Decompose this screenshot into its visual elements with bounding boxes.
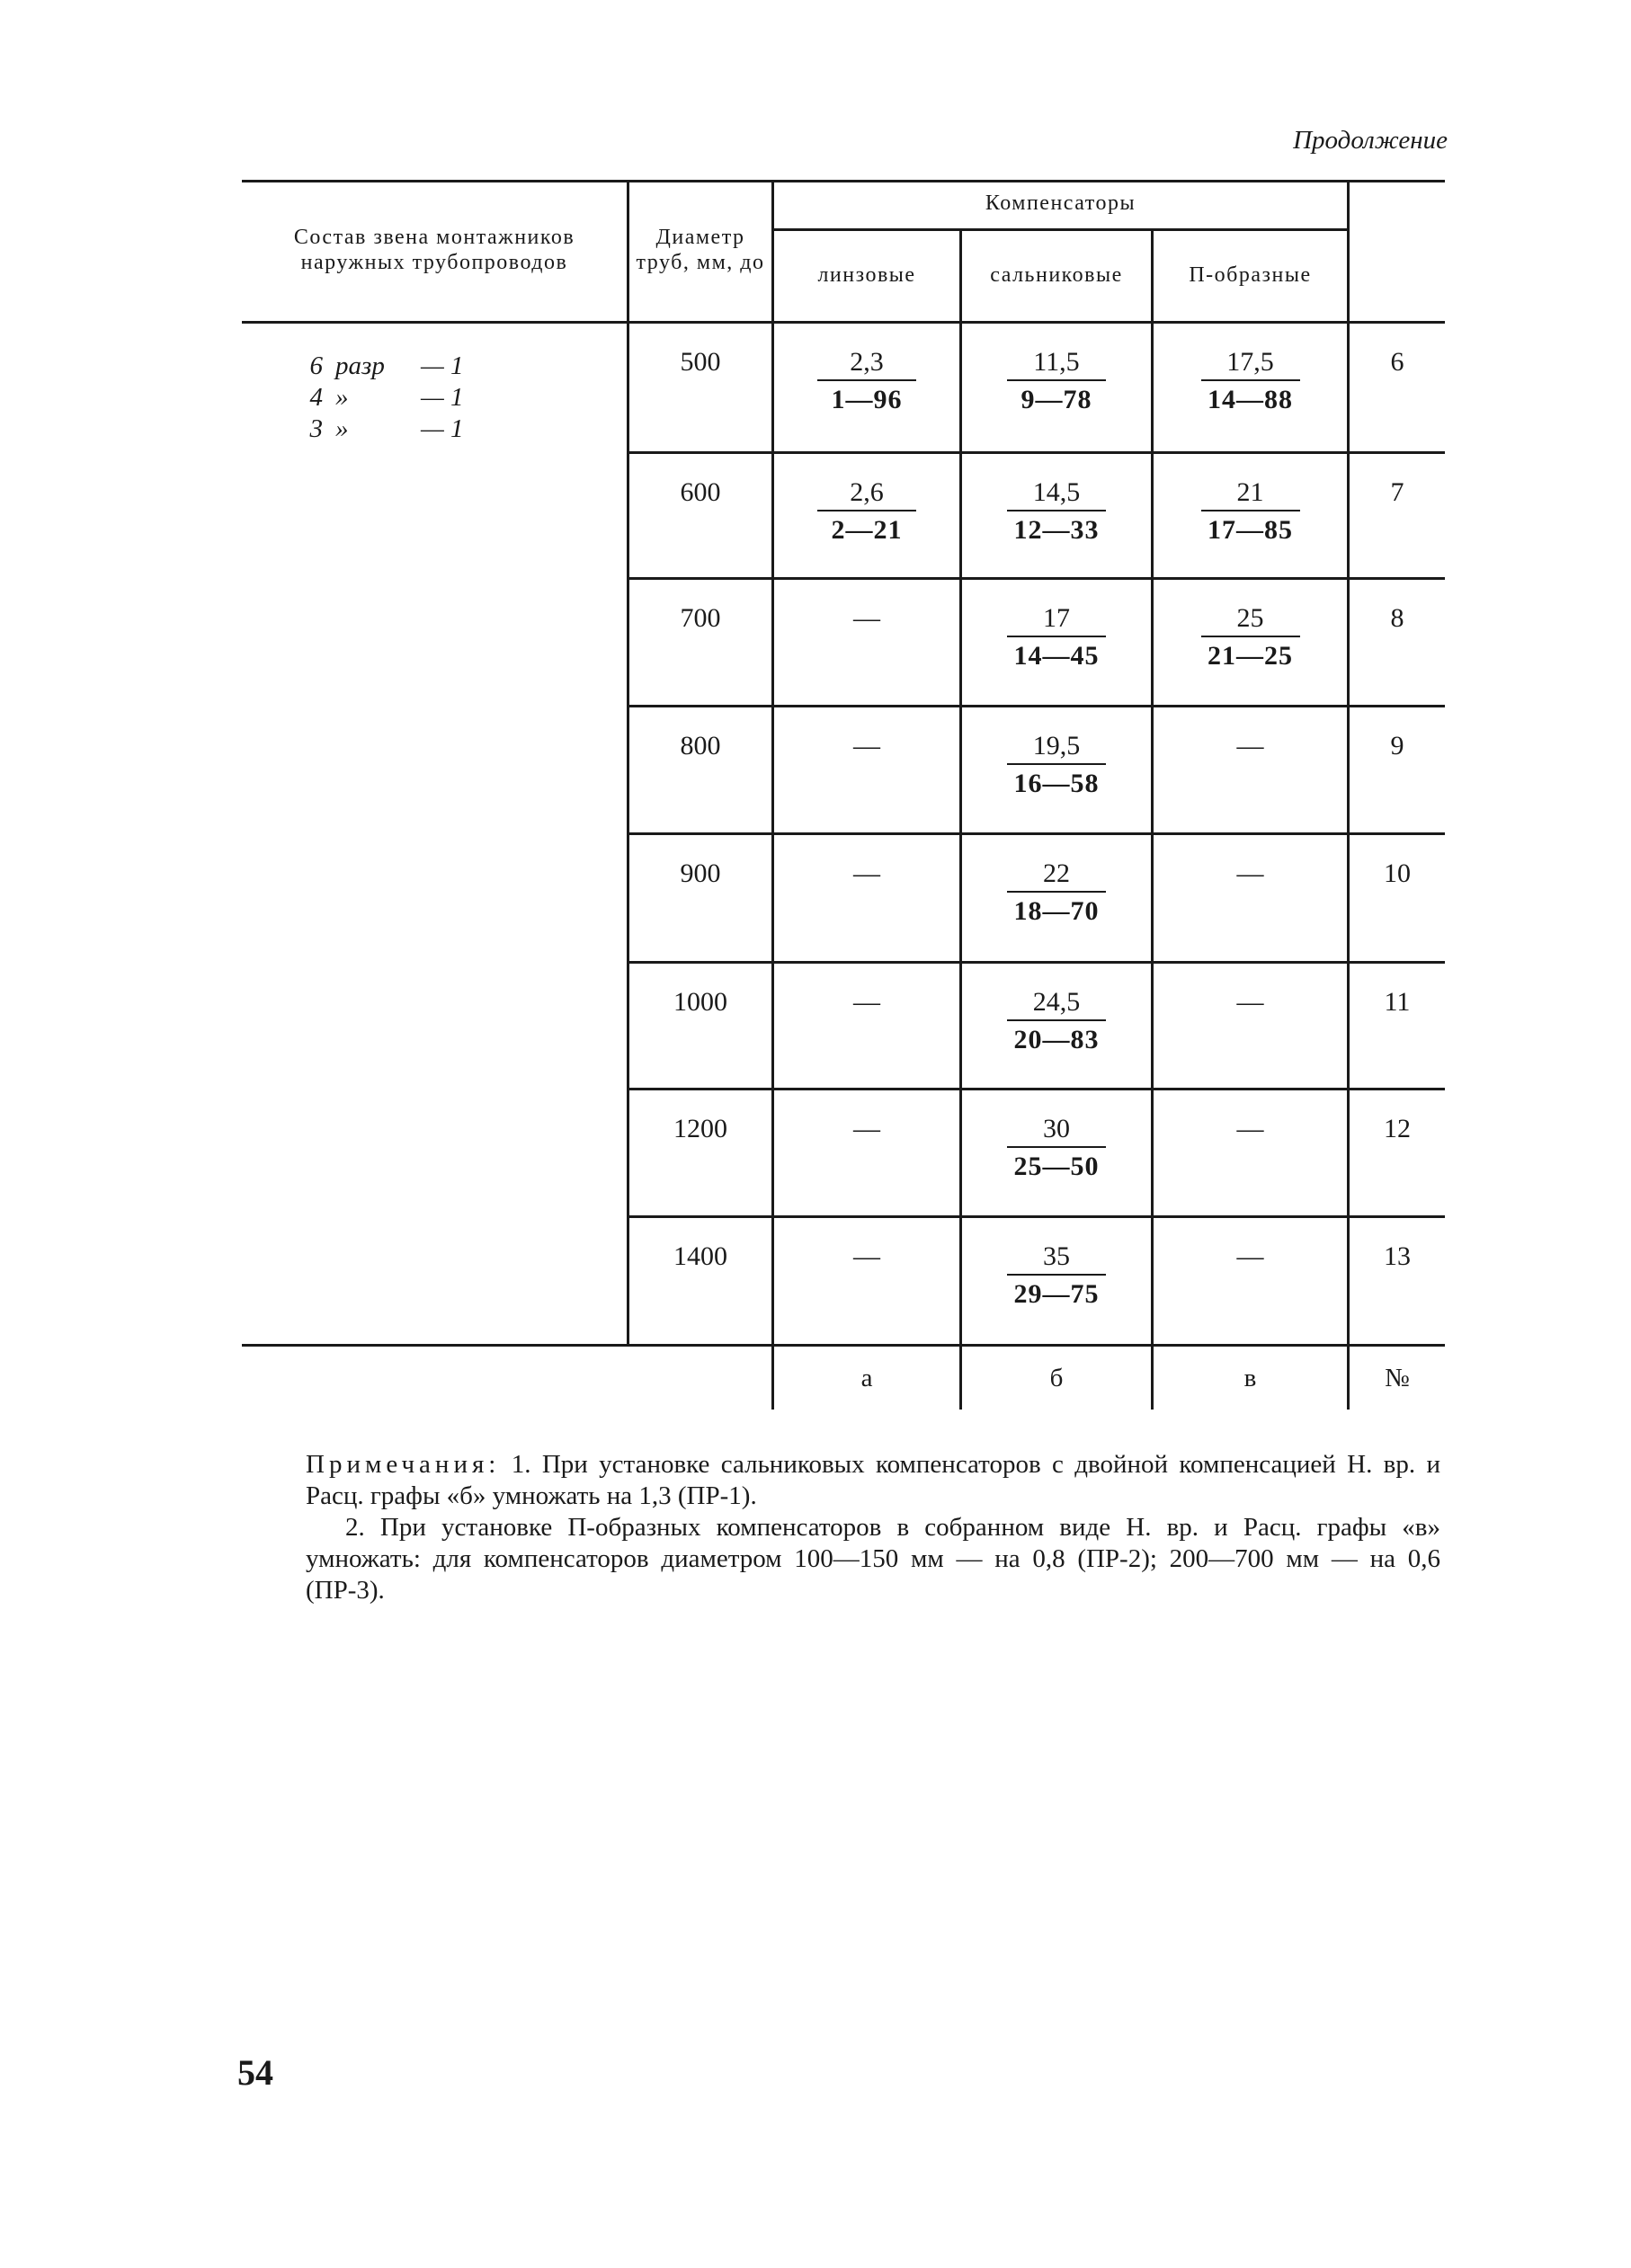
note-2: 2. При установке П-образных компенсаторов в собранном виде Н. вр. и Расц. графы «в» умножать: для компенсаторов диаметром 100—150 мм — на 0,8 (ПР-2); 200—700 мм — на 0,6 (ПР-3). xyxy=(306,1513,1440,1605)
price-rate: 18—70 xyxy=(1013,896,1100,926)
crew-label: разр xyxy=(335,351,385,380)
price-rate: 25—50 xyxy=(1013,1152,1100,1181)
lens-cell xyxy=(774,835,959,957)
lens-cell xyxy=(774,1090,959,1213)
gland-cell xyxy=(962,454,1151,576)
crew-line xyxy=(296,351,494,382)
row-number-cell xyxy=(1350,454,1445,576)
empty-dash: — xyxy=(853,731,880,760)
footer-col-v: в xyxy=(1243,1363,1257,1392)
rate-fraction xyxy=(1007,1241,1106,1310)
rate-fraction xyxy=(1007,731,1106,799)
time-norm: 35 xyxy=(1007,1241,1106,1276)
header-lens: линзовые xyxy=(817,263,916,288)
page-number: 54 xyxy=(237,2052,273,2093)
u-shaped-cell xyxy=(1154,454,1347,576)
row-number-cell xyxy=(1350,1218,1445,1340)
diameter-value: 800 xyxy=(680,731,721,760)
empty-dash: — xyxy=(1236,1241,1264,1271)
header-gland: сальниковые xyxy=(990,263,1123,288)
row-number-cell xyxy=(1350,1090,1445,1213)
price-rate: 12—33 xyxy=(1013,515,1100,545)
continuation-label: Продолжение xyxy=(1293,126,1448,155)
gland-cell xyxy=(962,1218,1151,1340)
footer-col-a: а xyxy=(860,1363,873,1392)
crew-grade: 6 xyxy=(309,351,323,380)
row-number: 6 xyxy=(1390,347,1404,377)
price-rate: 9—78 xyxy=(1020,385,1092,414)
diameter-value: 500 xyxy=(680,347,721,377)
rate-fraction xyxy=(1007,858,1106,927)
crew-count: — 1 xyxy=(421,351,464,380)
u-shaped-cell xyxy=(1154,1218,1347,1340)
diameter-cell xyxy=(629,580,771,702)
u-shaped-cell xyxy=(1154,324,1347,446)
lens-cell xyxy=(774,324,959,446)
row-number-cell xyxy=(1350,964,1445,1086)
u-shaped-cell xyxy=(1154,580,1347,702)
diameter-value: 1400 xyxy=(673,1241,727,1271)
header-crew: Состав звена монтажников наружных трубопроводов xyxy=(293,225,575,274)
diameter-cell xyxy=(629,1090,771,1213)
time-norm: 19,5 xyxy=(1007,731,1106,765)
price-rate: 14—88 xyxy=(1208,385,1293,414)
price-rate: 29—75 xyxy=(1013,1279,1100,1309)
empty-dash: — xyxy=(1236,987,1264,1017)
lens-cell xyxy=(774,707,959,830)
row-number: 12 xyxy=(1384,1114,1411,1143)
row-number-cell xyxy=(1350,707,1445,830)
time-norm: 11,5 xyxy=(1007,347,1106,381)
diameter-cell xyxy=(629,454,771,576)
crew-count: — 1 xyxy=(421,383,464,412)
notes-heading: Примечания: xyxy=(306,1450,501,1479)
row-number: 11 xyxy=(1384,987,1411,1017)
norms-table xyxy=(242,180,1445,1410)
row-number: 8 xyxy=(1390,603,1404,633)
diameter-cell xyxy=(629,1218,771,1340)
time-norm: 2,6 xyxy=(817,477,916,511)
empty-dash: — xyxy=(853,858,880,888)
u-shaped-cell xyxy=(1154,835,1347,957)
empty-dash: — xyxy=(853,603,880,633)
crew-line xyxy=(296,414,494,445)
lens-cell xyxy=(774,1218,959,1340)
time-norm: 14,5 xyxy=(1007,477,1106,511)
time-norm: 24,5 xyxy=(1007,987,1106,1021)
lens-cell xyxy=(774,580,959,702)
crew-grade: 4 xyxy=(309,383,323,412)
gland-cell xyxy=(962,580,1151,702)
crew-label: » xyxy=(335,414,349,443)
price-rate: 2—21 xyxy=(831,515,903,545)
rate-fraction xyxy=(1007,477,1106,546)
price-rate: 21—25 xyxy=(1208,641,1293,671)
diameter-cell xyxy=(629,964,771,1086)
rate-fraction xyxy=(1201,477,1300,546)
time-norm: 25 xyxy=(1201,603,1300,637)
rate-fraction xyxy=(1007,987,1106,1055)
diameter-value: 900 xyxy=(680,858,721,888)
empty-dash: — xyxy=(853,1114,880,1143)
price-rate: 1—96 xyxy=(831,385,903,414)
empty-dash: — xyxy=(853,1241,880,1271)
diameter-value: 1200 xyxy=(673,1114,727,1143)
crew-count: — 1 xyxy=(421,414,464,443)
diameter-value: 700 xyxy=(680,603,721,633)
rate-fraction xyxy=(1201,347,1300,415)
time-norm: 21 xyxy=(1201,477,1300,511)
diameter-value: 1000 xyxy=(673,987,727,1017)
footer-col-number: № xyxy=(1385,1363,1410,1392)
time-norm: 22 xyxy=(1007,858,1106,893)
empty-dash: — xyxy=(1236,858,1264,888)
note-1-text: 1. При установке сальниковых компенсаторов с двойной компенсацией Н. вр. и Расц. графы «б» умножать на 1,3 (ПР-1). xyxy=(306,1450,1441,1510)
empty-dash: — xyxy=(1236,731,1264,760)
u-shaped-cell xyxy=(1154,964,1347,1086)
u-shaped-cell xyxy=(1154,707,1347,830)
gland-cell xyxy=(962,835,1151,957)
rate-fraction xyxy=(1007,347,1106,415)
footer-col-b: б xyxy=(1049,1363,1064,1392)
diameter-cell xyxy=(629,324,771,446)
row-number-cell xyxy=(1350,324,1445,446)
price-rate: 17—85 xyxy=(1208,515,1293,545)
rate-fraction xyxy=(1007,603,1106,672)
row-number-cell xyxy=(1350,835,1445,957)
notes xyxy=(306,1449,1440,1606)
row-number: 9 xyxy=(1390,731,1404,760)
gland-cell xyxy=(962,707,1151,830)
diameter-value: 600 xyxy=(680,477,721,507)
header-diameter: Диаметр труб, мм, до xyxy=(636,225,765,274)
row-number: 13 xyxy=(1384,1241,1411,1271)
row-number-cell xyxy=(1350,580,1445,702)
gland-cell xyxy=(962,1090,1151,1213)
row-number: 7 xyxy=(1390,477,1404,507)
crew-composition xyxy=(296,351,494,445)
lens-cell xyxy=(774,964,959,1086)
rate-fraction xyxy=(817,477,916,546)
crew-label: » xyxy=(335,383,349,412)
header-compensators: Компенсаторы xyxy=(985,191,1136,216)
price-rate: 16—58 xyxy=(1013,769,1100,798)
gland-cell xyxy=(962,964,1151,1086)
diameter-cell xyxy=(629,835,771,957)
price-rate: 14—45 xyxy=(1013,641,1100,671)
empty-dash: — xyxy=(1236,1114,1264,1143)
header-u-shaped: П-образные xyxy=(1189,263,1312,288)
time-norm: 17,5 xyxy=(1201,347,1300,381)
crew-line xyxy=(296,382,494,414)
time-norm: 30 xyxy=(1007,1114,1106,1148)
row-number: 10 xyxy=(1384,858,1411,888)
note-1 xyxy=(306,1449,1440,1512)
rate-fraction xyxy=(817,347,916,415)
empty-dash: — xyxy=(853,987,880,1017)
diameter-cell xyxy=(629,707,771,830)
lens-cell xyxy=(774,454,959,576)
crew-grade: 3 xyxy=(309,414,323,443)
rate-fraction xyxy=(1007,1114,1106,1182)
time-norm: 17 xyxy=(1007,603,1106,637)
time-norm: 2,3 xyxy=(817,347,916,381)
rate-fraction xyxy=(1201,603,1300,672)
gland-cell xyxy=(962,324,1151,446)
price-rate: 20—83 xyxy=(1013,1025,1100,1054)
u-shaped-cell xyxy=(1154,1090,1347,1213)
